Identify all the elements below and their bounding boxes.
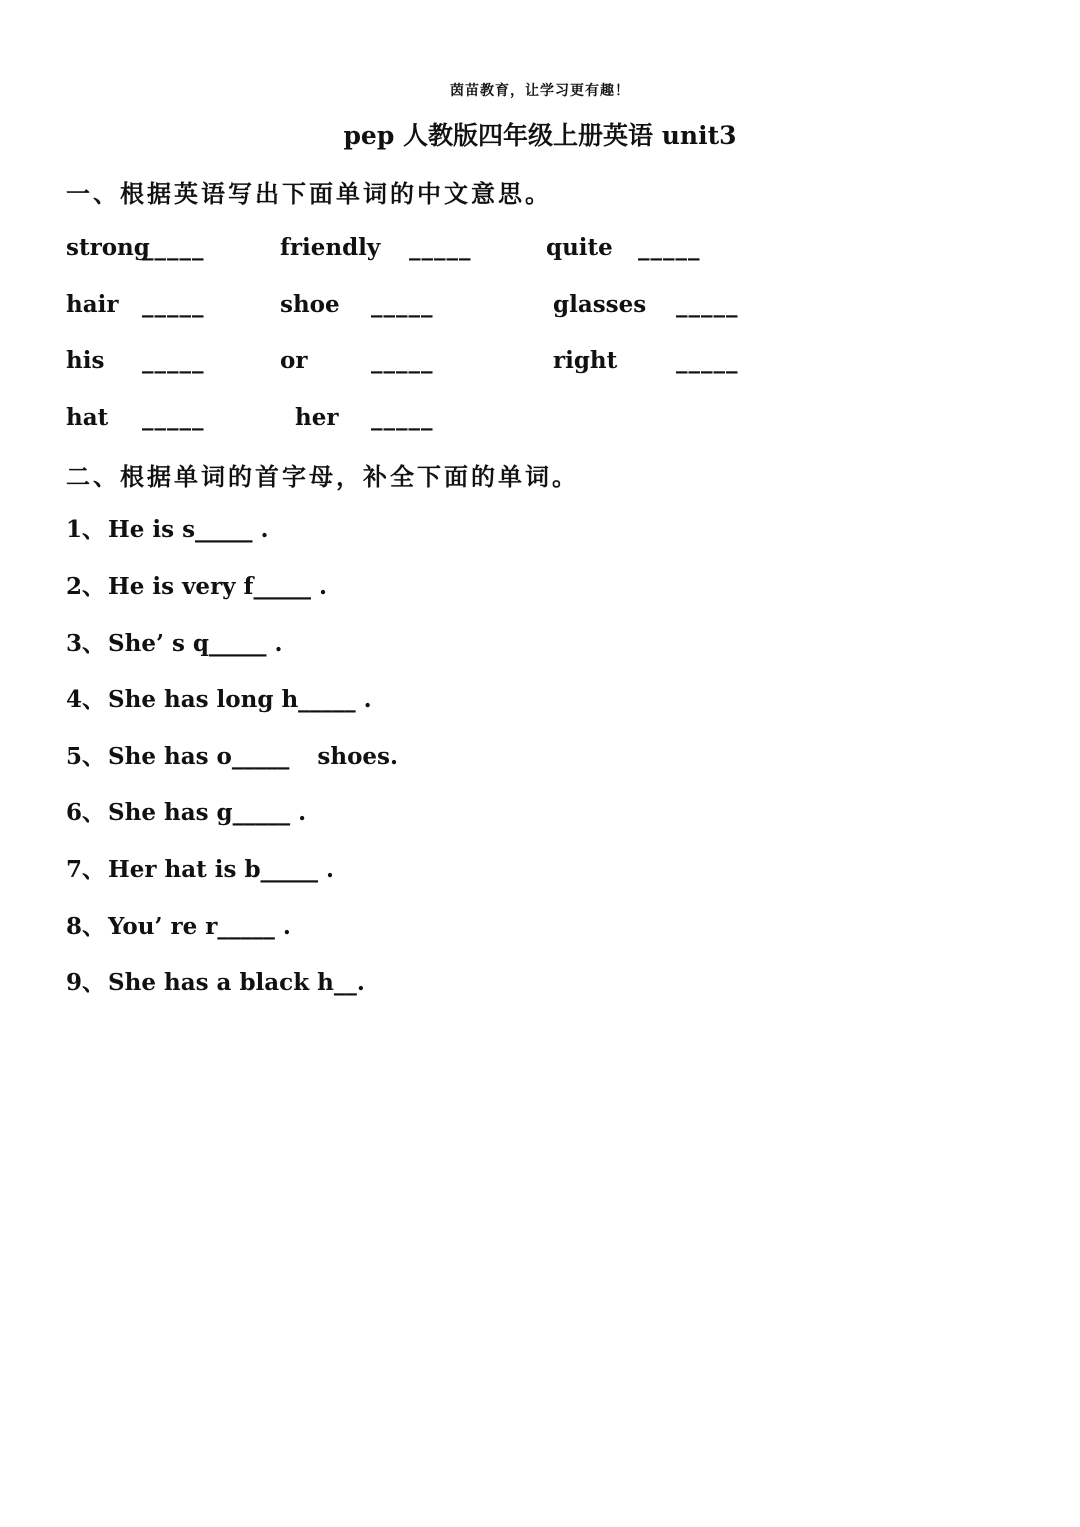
vocab-word: hat — [66, 404, 109, 431]
vocab-word: or — [280, 347, 308, 374]
sentence-number: 5、 — [66, 743, 106, 770]
sentence-text: She’ s q_____ . — [108, 630, 283, 657]
sentence-number: 9、 — [66, 969, 106, 996]
vocab-word: glasses — [553, 291, 647, 318]
vocab-blank: _____ — [371, 347, 434, 374]
vocab-blank: _____ — [638, 234, 701, 261]
sentence-number: 7、 — [66, 856, 106, 883]
vocab-word: strong — [66, 234, 150, 261]
vocab-word: hair — [66, 291, 119, 318]
sentence-item — [66, 629, 283, 659]
sentence-item — [66, 798, 306, 828]
sentence-number: 1、 — [66, 516, 106, 543]
vocab-word: his — [66, 347, 105, 374]
vocab-word: shoe — [280, 291, 340, 318]
sentence-item — [66, 912, 291, 942]
vocab-blank: _____ — [142, 291, 205, 318]
sentence-text: She has g_____ . — [108, 799, 307, 826]
vocab-word: her — [295, 404, 339, 431]
sentence-number: 8、 — [66, 913, 106, 940]
vocab-blank: _____ — [142, 234, 205, 261]
sentence-text: You’ re r_____ . — [108, 913, 291, 940]
vocab-blank: _____ — [676, 291, 739, 318]
sentence-item — [66, 742, 398, 772]
sentence-number: 3、 — [66, 630, 106, 657]
vocab-blank: _____ — [142, 347, 205, 374]
vocab-word: friendly — [280, 234, 381, 261]
sentence-number: 2、 — [66, 573, 106, 600]
section1-heading: 一、根据英语写出下面单词的中文意思。 — [66, 179, 552, 208]
sentence-text: She has o_____ — [108, 743, 290, 770]
vocab-blank: _____ — [676, 347, 739, 374]
sentence-tail: shoes. — [317, 743, 399, 770]
sentence-text: Her hat is b_____ . — [108, 856, 335, 883]
header-note: 茵苗教育，让学习更有趣！ — [450, 83, 630, 99]
sentence-item — [66, 968, 365, 998]
vocab-blank: _____ — [142, 404, 205, 431]
vocab-blank: _____ — [409, 234, 472, 261]
sentence-text: He is very f_____ . — [108, 573, 327, 600]
vocab-word: right — [553, 347, 618, 374]
sentence-item — [66, 685, 372, 715]
worksheet-title: pep 人教版四年级上册英语 unit3 — [343, 121, 737, 150]
vocab-blank: _____ — [371, 404, 434, 431]
sentence-number: 6、 — [66, 799, 106, 826]
sentence-text: She has long h_____ . — [108, 686, 372, 713]
section2-heading: 二、根据单词的首字母，补全下面的单词。 — [66, 462, 579, 491]
sentence-item — [66, 515, 269, 545]
vocab-word: quite — [546, 234, 613, 261]
sentence-item — [66, 855, 334, 885]
sentence-text: She has a black h__. — [108, 969, 365, 996]
sentence-text: He is s_____ . — [108, 516, 269, 543]
vocab-blank: _____ — [371, 291, 434, 318]
sentence-number: 4、 — [66, 686, 106, 713]
sentence-item — [66, 572, 327, 602]
